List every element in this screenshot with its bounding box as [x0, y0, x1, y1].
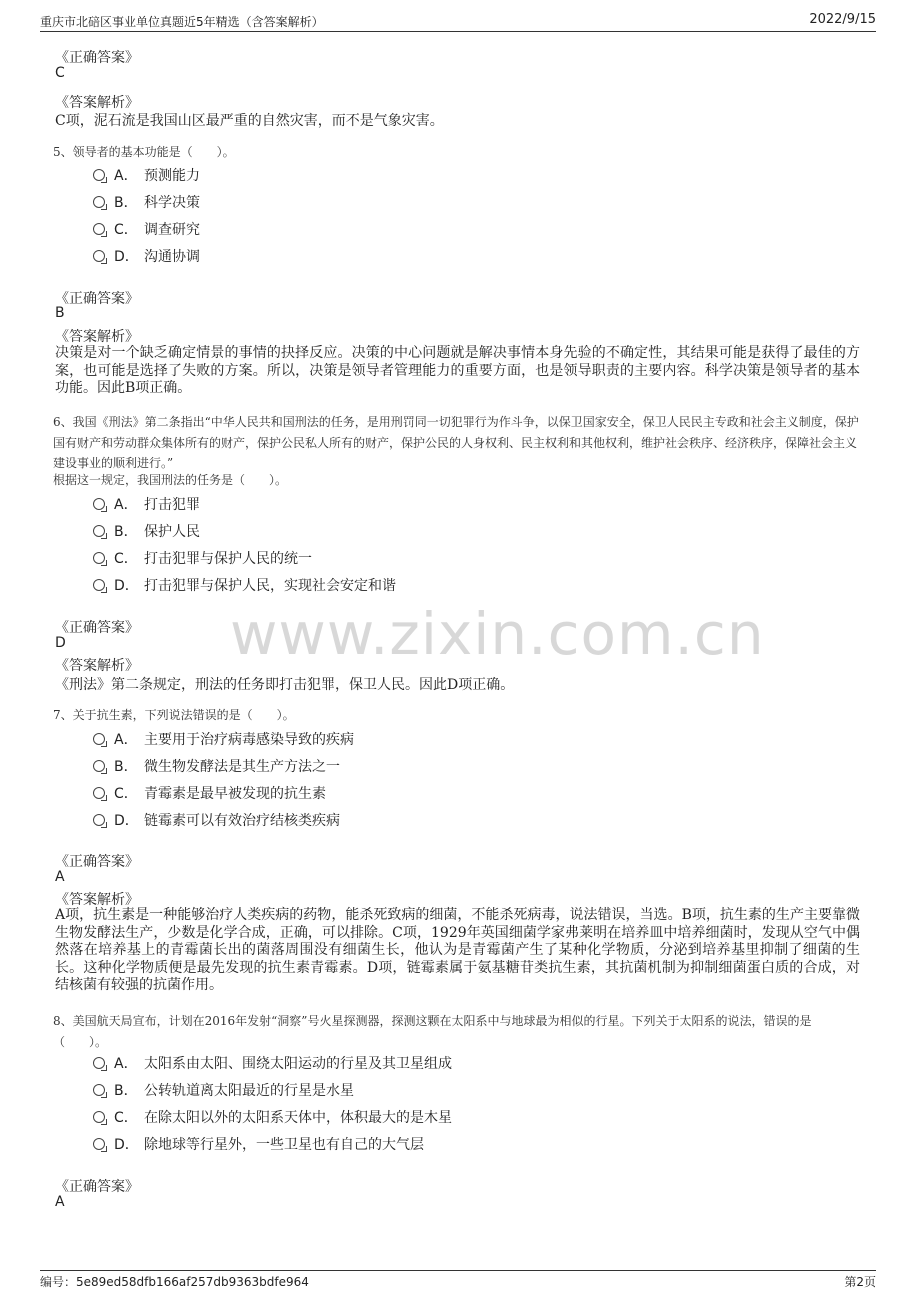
document-title: 重庆市北碚区事业单位真题近5年精选（含答案解析）: [40, 15, 324, 29]
radio-icon[interactable]: [93, 169, 105, 181]
question-5-option-a[interactable]: A． 预测能力: [93, 165, 200, 185]
question-7-option-a[interactable]: A． 主要用于治疗病毒感染导致的疾病: [93, 729, 354, 749]
radio-icon[interactable]: [93, 196, 105, 208]
answer-label: 《正确答案》: [55, 620, 139, 636]
watermark: www.zixin.com.cn: [230, 600, 765, 668]
question-6-prompt: 根据这一规定，我国刑法的任务是（ ）。: [53, 473, 288, 487]
question-5-option-c[interactable]: C． 调查研究: [93, 219, 200, 239]
question-8-text: 8、美国航天局宣布，计划在2016年发射“洞察”号火星探测器，探测这颗在太阳系中与地球最为相似的行星。下列关于太阳系的说法，错误的是（ ）。: [53, 1014, 812, 1049]
radio-icon[interactable]: [93, 1111, 105, 1123]
radio-icon[interactable]: [93, 1138, 105, 1150]
question-5-option-d[interactable]: D． 沟通协调: [93, 246, 200, 266]
radio-icon[interactable]: [93, 787, 105, 799]
question-8-option-c[interactable]: C． 在除太阳以外的太阳系天体中，体积最大的是木星: [93, 1107, 452, 1127]
question-6-option-d[interactable]: D． 打击犯罪与保护人民，实现社会安定和谐: [93, 575, 396, 595]
question-6-text: 6、我国《刑法》第二条指出“中华人民共和国刑法的任务，是用刑罚同一切犯罪行为作斗争，以保卫国家安全，保卫人民民主专政和社会主义制度，保护国有财产和劳动群众集体所有的财产，保护公民私人所有的财产，保护公民的人身权利、民主权利和其他权利，维护社会秩序、经济秩序，保障社会主义建设事业的顺利进行。”: [53, 415, 859, 470]
radio-icon[interactable]: [93, 498, 105, 510]
question-8-option-b[interactable]: B． 公转轨道离太阳最近的行星是水星: [93, 1080, 354, 1100]
question-7-option-d[interactable]: D． 链霉素可以有效治疗结核类疾病: [93, 810, 340, 830]
question-6-option-b[interactable]: B． 保护人民: [93, 521, 200, 541]
answer-value: B: [55, 305, 65, 321]
analysis-text: C项，泥石流是我国山区最严重的自然灾害，而不是气象灾害。: [55, 113, 444, 129]
question-7-option-b[interactable]: B． 微生物发酵法是其生产方法之一: [93, 756, 340, 776]
page-header: [40, 11, 876, 32]
radio-icon[interactable]: [93, 525, 105, 537]
question-6-option-a[interactable]: A． 打击犯罪: [93, 494, 200, 514]
radio-icon[interactable]: [93, 1084, 105, 1096]
answer-value: C: [55, 65, 65, 81]
analysis-text: A项，抗生素是一种能够治疗人类疾病的药物，能杀死致病的细菌，不能杀死病毒，说法错误，当选。B项，抗生素的生产主要靠微生物发酵法生产，少数是化学合成，正确，可以排除。C项，1929年英国细菌学家弗莱明在培养皿中培养细菌时，发现从空气中偶然落在培养基上的青霉菌长出的菌落周围没有细菌生长，他认为是青霉菌产生了某种化学物质，分泌到培养基里抑制了细菌的生长。这种化学物质便是最先发现的抗生素青霉素。D项，链霉素属于氨基糖苷类抗生素，其抗菌机制为抑制细菌蛋白质的合成，对结核菌有较强的抗菌作用。: [55, 907, 860, 993]
answer-label: 《正确答案》: [55, 1179, 139, 1195]
page-footer: [40, 1270, 876, 1293]
radio-icon[interactable]: [93, 814, 105, 826]
analysis-text: 《刑法》第二条规定，刑法的任务即打击犯罪，保卫人民。因此D项正确。: [55, 677, 515, 693]
question-7-option-c[interactable]: C． 青霉素是最早被发现的抗生素: [93, 783, 326, 803]
radio-icon[interactable]: [93, 223, 105, 235]
analysis-label: 《答案解析》: [55, 658, 139, 674]
question-8-option-a[interactable]: A． 太阳系由太阳、围绕太阳运动的行星及其卫星组成: [93, 1053, 452, 1073]
radio-icon[interactable]: [93, 1057, 105, 1069]
analysis-label: 《答案解析》: [55, 95, 139, 111]
radio-icon[interactable]: [93, 733, 105, 745]
radio-icon[interactable]: [93, 579, 105, 591]
analysis-text: 决策是对一个缺乏确定情景的事情的抉择反应。决策的中心问题就是解决事情本身先验的不确定性，其结果可能是获得了最佳的方案，也可能是选择了失败的方案。所以，决策是领导者管理能力的重要方面，也是领导职责的主要内容。科学决策是领导者的基本功能。因此B项正确。: [55, 345, 860, 396]
document-date: 2022/9/15: [809, 12, 876, 27]
question-6-option-c[interactable]: C． 打击犯罪与保护人民的统一: [93, 548, 312, 568]
answer-label: 《正确答案》: [55, 291, 139, 307]
answer-label: 《正确答案》: [55, 50, 139, 66]
answer-value: A: [55, 869, 65, 885]
answer-value: D: [55, 635, 66, 651]
answer-label: 《正确答案》: [55, 854, 139, 870]
radio-icon[interactable]: [93, 760, 105, 772]
document-code: 编号：5e89ed58dfb166af257db9363bdfe964: [40, 1275, 309, 1289]
question-7-text: 7、关于抗生素，下列说法错误的是（ ）。: [53, 708, 295, 722]
answer-value: A: [55, 1194, 65, 1210]
page-number: 第2页: [844, 1275, 876, 1289]
analysis-label: 《答案解析》: [55, 892, 139, 908]
analysis-label: 《答案解析》: [55, 329, 139, 345]
question-5-option-b[interactable]: B． 科学决策: [93, 192, 200, 212]
radio-icon[interactable]: [93, 552, 105, 564]
question-8-option-d[interactable]: D． 除地球等行星外，一些卫星也有自己的大气层: [93, 1134, 424, 1154]
question-5-text: 5、领导者的基本功能是（ ）。: [53, 145, 235, 159]
radio-icon[interactable]: [93, 250, 105, 262]
